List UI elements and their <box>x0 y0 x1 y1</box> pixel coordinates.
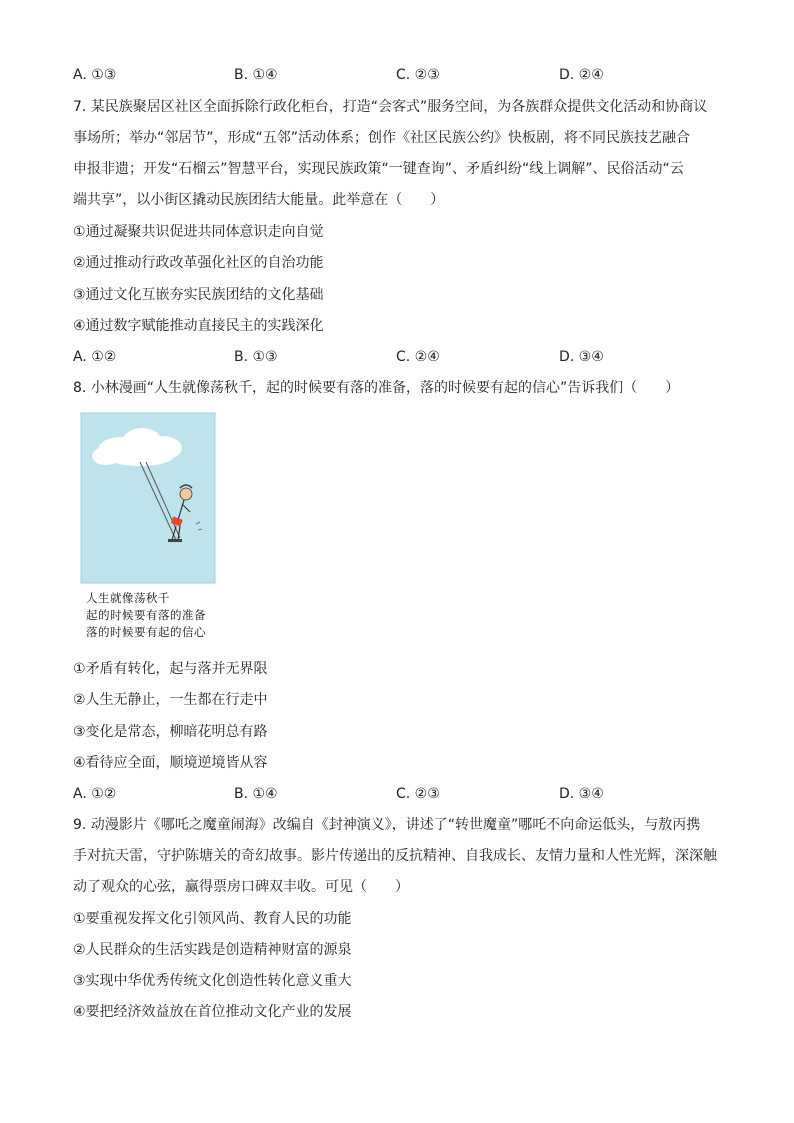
q9-stem-line: 9. 动漫影片《哪吒之魔童闹海》改编自《封神演义》，讲述了“转世魔童”哪吒不向命运低头，与敖丙携 <box>73 817 701 833</box>
q6-options <box>73 65 723 85</box>
q6-option-c: C. ②③ <box>396 67 440 83</box>
q9-statement-2: ②人民群众的生活实践是创造精神财富的源泉 <box>73 942 352 958</box>
comic-caption-line: 起的时候要有落的准备 <box>86 608 206 622</box>
q7-option-b: B. ①③ <box>234 349 278 365</box>
q7-stem-line: 端共享”，以小街区撬动民族团结大能量。此举意在（ ） <box>73 192 445 208</box>
q8-options <box>73 784 723 804</box>
q6-option-d: D. ②④ <box>559 67 604 83</box>
q9-statement-3: ③实现中华优秀传统文化创造性转化意义重大 <box>73 973 352 989</box>
q7-stem-line: 事场所；举办“邻居节”，形成“五邻”活动体系；创作《社区民族公约》快板剧，将不同民族技艺融合 <box>73 130 691 146</box>
q8-statement-4: ④看待应全面，顺境逆境皆从容 <box>73 755 268 771</box>
q8-option-c: C. ②③ <box>396 786 440 802</box>
comic-caption-line: 落的时候要有起的信心 <box>86 625 206 639</box>
q9-statement-1: ①要重视发挥文化引领风尚、教育人民的功能 <box>73 911 352 927</box>
comic-illustration <box>80 412 216 584</box>
q8-option-b: B. ①④ <box>234 786 278 802</box>
q7-option-d: D. ③④ <box>559 349 604 365</box>
q9-statement-4: ④要把经济效益放在首位推动文化产业的发展 <box>73 1004 352 1020</box>
q7-statement-4: ④通过数字赋能推动直接民主的实践深化 <box>73 318 324 334</box>
q7-option-c: C. ②④ <box>396 349 440 365</box>
q8-option-d: D. ③④ <box>559 786 604 802</box>
comic-caption <box>86 590 226 641</box>
q7-stem-line: 7. 某民族聚居区社区全面拆除行政化柜台，打造“会客式”服务空间，为各族群众提供文化活动和协商议 <box>73 99 708 115</box>
q7-stem-line: 申报非遗；开发“石榴云”智慧平台，实现民族政策“一键查询”、矛盾纠纷“线上调解”、民俗活动“云 <box>73 161 684 177</box>
q8-statement-2: ②人生无静止，一生都在行走中 <box>73 692 268 708</box>
q8-statement-1: ①矛盾有转化，起与落并无界限 <box>73 661 268 677</box>
q7-statement-1: ①通过凝聚共识促进共同体意识走向自觉 <box>73 224 324 240</box>
q9-stem-line: 手对抗天雷，守护陈塘关的奇幻故事。影片传递出的反抗精神、自我成长、友情力量和人性光辉，深深触 <box>73 848 717 864</box>
swing-comic <box>80 412 220 647</box>
q7-statement-3: ③通过文化互嵌夯实民族团结的文化基础 <box>73 287 324 303</box>
comic-caption-line: 人生就像荡秋千 <box>86 591 170 605</box>
q8-stem: 8. 小林漫画“人生就像荡秋千，起的时候要有落的准备，落的时候要有起的信心”告诉我们（ ） <box>73 380 680 396</box>
q7-statement-2: ②通过推动行政改革强化社区的自治功能 <box>73 255 324 271</box>
q8-statement-3: ③变化是常态，柳暗花明总有路 <box>73 724 268 740</box>
q6-option-b: B. ①④ <box>234 67 278 83</box>
q7-option-a: A. ①② <box>73 349 117 365</box>
q9-stem-line: 动了观众的心弦，赢得票房口碑双丰收。可见（ ） <box>73 879 409 895</box>
q8-option-a: A. ①② <box>73 786 117 802</box>
q6-option-a: A. ①③ <box>73 67 117 83</box>
q7-options <box>73 347 723 367</box>
